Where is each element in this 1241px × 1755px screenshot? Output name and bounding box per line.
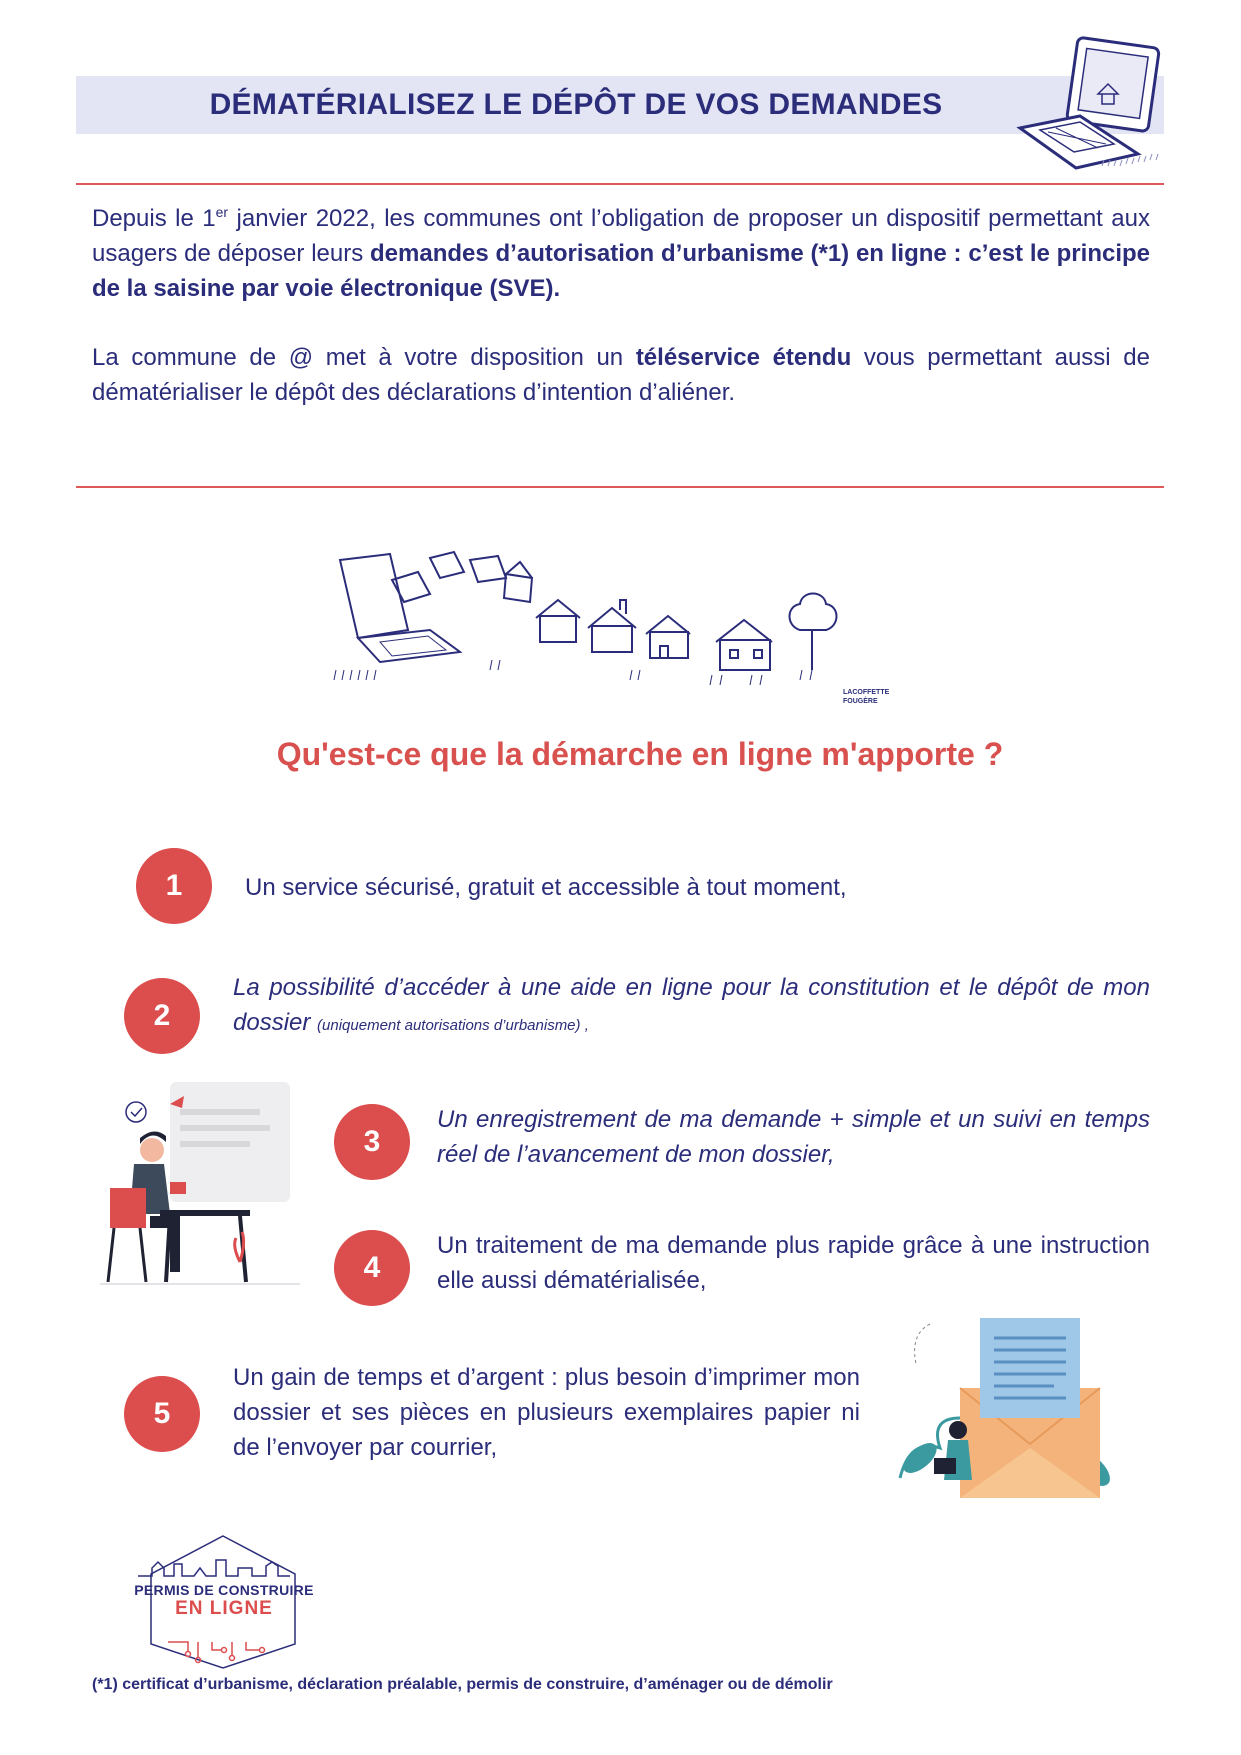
logo-line-1: PERMIS DE CONSTRUIRE bbox=[134, 1582, 314, 1598]
envelope-illustration bbox=[890, 1318, 1120, 1508]
item-text-1: Un service sécurisé, gratuit et accessible à tout moment, bbox=[245, 874, 847, 901]
laptop-icon bbox=[1010, 36, 1170, 176]
houses-illustration bbox=[330, 540, 890, 710]
item-number-4: 4 bbox=[334, 1230, 410, 1306]
item-number-3: 3 bbox=[334, 1104, 410, 1180]
item-number-1: 1 bbox=[136, 848, 212, 924]
item-text-5: Un gain de temps et d’argent : plus besoin d’imprimer mon dossier et ses pièces en plusieurs exemplaires papier ni de l’envoyer par courrier, bbox=[233, 1364, 860, 1461]
illustration-signature: LACOFFETTE FOUGÈRE bbox=[843, 689, 890, 705]
footnote: (*1) certificat d’urbanisme, déclaration préalable, permis de construire, d’aménager ou de démolir bbox=[92, 1676, 833, 1693]
page-title: DÉMATÉRIALISEZ LE DÉPÔT DE VOS DEMANDES bbox=[209, 88, 943, 121]
section-question: Qu'est-ce que la démarche en ligne m'apporte ? bbox=[276, 736, 1004, 772]
divider-top bbox=[76, 183, 1164, 185]
item-text-3: Un enregistrement de ma demande + simple et un suivi en temps réel de l’avancement de mon dossier, bbox=[437, 1106, 1150, 1168]
divider-middle bbox=[76, 486, 1164, 488]
item-text-2: La possibilité d’accéder à une aide en ligne pour la constitution et le dépôt de mon dossier (uniquement autorisations d’urbanisme) , bbox=[233, 974, 1150, 1036]
item-number-5: 5 bbox=[124, 1376, 200, 1452]
item-text-4: Un traitement de ma demande plus rapide grâce à une instruction elle aussi dématérialisée, bbox=[437, 1232, 1150, 1294]
intro-paragraph-2: La commune de @ met à votre disposition un téléservice étendu vous permettant aussi de dématérialiser le dépôt des déclarations d’intention d’aliéner. bbox=[92, 344, 1150, 406]
person-desk-illustration bbox=[100, 1082, 300, 1302]
logo-line-2: EN LIGNE bbox=[175, 1598, 273, 1619]
intro-paragraph-1: Depuis le 1er janvier 2022, les communes ont l’obligation de proposer un dispositif permettant aux usagers de déposer leurs demandes d’autorisation d’urbanisme (*1) en ligne : c’est le principe de la saisine par voie électronique (SVE). bbox=[92, 204, 1151, 302]
item-number-2: 2 bbox=[124, 978, 200, 1054]
